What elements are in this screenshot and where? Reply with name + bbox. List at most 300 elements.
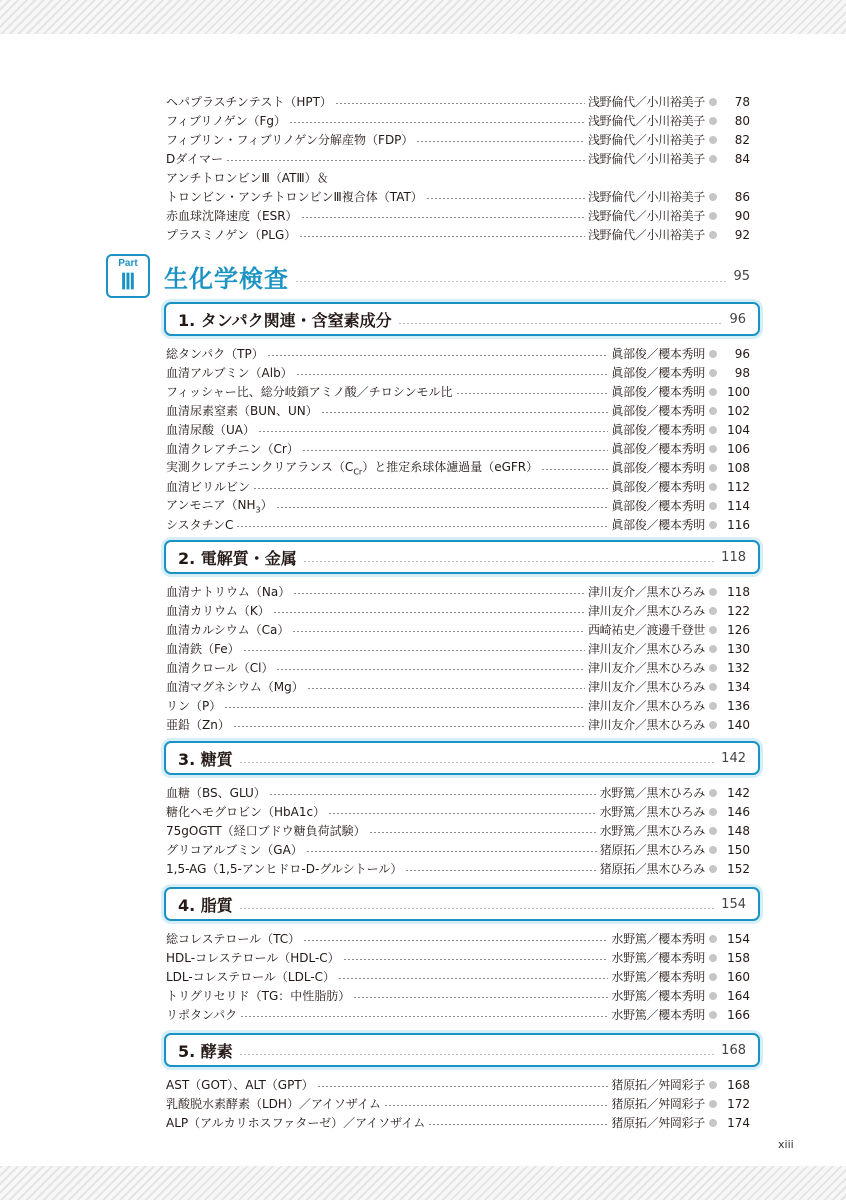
entry-page: 142 <box>727 785 750 800</box>
leader-dots <box>302 450 609 451</box>
leader-dots <box>293 593 585 594</box>
entry-title <box>166 678 304 695</box>
entry-authors: 猪原拓／舛岡彩子 <box>611 1097 705 1111</box>
bullet-dot-icon <box>709 369 717 377</box>
entry-title-text: Dダイマー <box>166 152 224 166</box>
entry-authors: 眞部俊／櫻本秀明 <box>611 480 705 494</box>
part-heading[interactable] <box>164 258 750 294</box>
bullet-dot-icon <box>709 607 717 615</box>
bullet-dot-icon <box>709 388 717 396</box>
entry-title-text: トロンビン・アンチトロンビンⅢ複合体（TAT） <box>166 190 423 204</box>
entry-title <box>166 383 453 400</box>
bullet-dot-icon <box>709 212 717 220</box>
entry-authors: 津川友介／黒木ひろみ <box>587 718 705 732</box>
leader-dots <box>276 669 585 670</box>
bullet-dot-icon <box>709 521 717 529</box>
entry-page: 146 <box>727 804 750 819</box>
entry-title-text: 乳酸脱水素酵素（LDH）／アイソザイム <box>166 1097 382 1111</box>
entry-title <box>166 803 325 820</box>
leader-dots <box>269 794 597 795</box>
toc-entry[interactable] <box>166 168 750 187</box>
toc-entry[interactable] <box>166 929 750 948</box>
bullet-dot-icon <box>709 464 717 472</box>
entry-title <box>166 421 255 438</box>
entry-authors: 津川友介／黒木ひろみ <box>587 680 705 694</box>
toc-entry[interactable] <box>166 439 750 458</box>
entry-title <box>166 112 286 129</box>
leader-dots <box>335 103 585 104</box>
leader-dots <box>541 469 608 470</box>
entry-authors: 水野篤／櫻本秀明 <box>611 932 705 946</box>
bullet-dot-icon <box>709 426 717 434</box>
entry-authors: 津川友介／黒木ひろみ <box>587 699 705 713</box>
entry-title-text: トリグリセリド（TG：中性脂肪） <box>166 989 351 1003</box>
leader-dots <box>307 688 585 689</box>
toc-entry[interactable] <box>166 967 750 986</box>
leader-dots <box>224 707 585 708</box>
toc-entry[interactable] <box>166 802 750 821</box>
leader-dots <box>267 355 609 356</box>
entry-title-text: プラスミノゲン（PLG） <box>166 228 297 242</box>
section-page: 118 <box>721 549 746 565</box>
toc-entry[interactable] <box>166 1005 750 1024</box>
entry-page: 100 <box>727 384 750 399</box>
entry-authors: 眞部俊／櫻本秀明 <box>611 423 705 437</box>
leader-dots <box>276 507 609 508</box>
entry-title-text: リン（P） <box>166 699 222 713</box>
entry-title <box>166 1114 425 1131</box>
bullet-dot-icon <box>709 1119 717 1127</box>
entry-page: 86 <box>734 189 750 204</box>
entry-page: 168 <box>727 1077 750 1092</box>
entry-title <box>166 131 413 148</box>
entry-page: 130 <box>727 641 750 656</box>
toc-entry[interactable] <box>166 582 750 601</box>
entry-title-text: 血清尿素窒素（BUN、UN） <box>166 404 318 418</box>
entry-authors: 水野篤／櫻本秀明 <box>611 951 705 965</box>
entry-title <box>166 402 318 419</box>
entry-page: 90 <box>734 208 750 223</box>
entry-title-text-after: ） <box>260 498 273 513</box>
entry-authors: 浅野倫代／小川裕美子 <box>587 114 705 128</box>
entry-title <box>166 621 289 638</box>
toc-entry[interactable] <box>166 696 750 715</box>
toc-entry[interactable] <box>166 1113 750 1132</box>
entry-title-text: 1,5-AG（1,5-アンヒドロ-D-グルシトール） <box>166 862 403 876</box>
leader-dots <box>398 323 724 324</box>
bullet-dot-icon <box>709 445 717 453</box>
bullet-dot-icon <box>709 483 717 491</box>
leader-dots <box>303 561 715 562</box>
bullet-dot-icon <box>709 721 717 729</box>
toc-entry[interactable] <box>166 639 750 658</box>
entry-page: 82 <box>734 132 750 147</box>
entry-title <box>166 1076 314 1093</box>
toc-entry[interactable] <box>166 225 750 244</box>
entry-authors: 水野篤／櫻本秀明 <box>611 989 705 1003</box>
entry-title <box>166 364 293 381</box>
section-title: 1. タンパク関連・含窒素成分 <box>178 310 392 330</box>
leader-dots <box>239 762 715 763</box>
bullet-dot-icon <box>709 789 717 797</box>
entry-title <box>166 583 290 600</box>
entry-page: 136 <box>727 698 750 713</box>
entry-title-text: 亜鉛（Zn） <box>166 718 230 732</box>
toc-entry[interactable] <box>166 496 750 515</box>
entry-page: 154 <box>727 931 750 946</box>
leader-dots <box>292 631 585 632</box>
part-label: Part <box>118 258 138 269</box>
leader-dots <box>289 122 585 123</box>
bullet-dot-icon <box>709 954 717 962</box>
leader-dots <box>253 488 608 489</box>
entry-authors: 眞部俊／櫻本秀明 <box>611 404 705 418</box>
entry-page: 116 <box>727 517 750 532</box>
section-heading-box[interactable] <box>164 741 760 775</box>
entry-title-text: 血清カルシウム（Ca） <box>166 623 290 637</box>
leader-dots <box>428 1124 608 1125</box>
entry-title-text: 総コレステロール（TC） <box>166 932 301 946</box>
part-title: 生化学検査 <box>164 264 289 293</box>
leader-dots <box>233 726 585 727</box>
toc-entry[interactable] <box>166 840 750 859</box>
toc-entry[interactable] <box>166 677 750 696</box>
entry-page: 148 <box>727 823 750 838</box>
entry-title-text: 実測クレアチニンクリアランス（C <box>166 460 354 475</box>
leader-dots <box>295 281 727 282</box>
entry-authors: 眞部俊／櫻本秀明 <box>611 385 705 399</box>
entry-authors: 水野篤／黒木ひろみ <box>599 805 705 819</box>
entry-title <box>166 440 299 457</box>
toc-entry[interactable] <box>166 658 750 677</box>
entry-page: 166 <box>727 1007 750 1022</box>
entry-authors: 津川友介／黒木ひろみ <box>587 642 705 656</box>
entry-authors: 水野篤／黒木ひろみ <box>599 824 705 838</box>
entry-title <box>166 860 402 877</box>
entry-page: 104 <box>727 422 750 437</box>
entry-page: 102 <box>727 403 750 418</box>
entry-authors: 眞部俊／櫻本秀明 <box>611 442 705 456</box>
bullet-dot-icon <box>709 231 717 239</box>
entry-title <box>166 697 221 714</box>
leader-dots <box>456 393 609 394</box>
section-page: 142 <box>721 750 746 766</box>
toc-entry[interactable] <box>166 149 750 168</box>
toc-entry[interactable] <box>166 515 750 534</box>
entry-title <box>166 841 303 858</box>
entry-authors: 浅野倫代／小川裕美子 <box>587 209 705 223</box>
entry-authors: 津川友介／黒木ひろみ <box>587 661 705 675</box>
entry-page: 84 <box>734 151 750 166</box>
entry-title <box>166 949 340 966</box>
toc-entry[interactable] <box>166 111 750 130</box>
section-heading-box[interactable] <box>164 1033 760 1067</box>
leader-dots <box>258 431 608 432</box>
entry-title <box>166 1095 381 1112</box>
entry-page: 114 <box>727 498 750 513</box>
toc-entry[interactable] <box>166 363 750 382</box>
entry-page: 92 <box>734 227 750 242</box>
toc-entry[interactable] <box>166 1075 750 1094</box>
entry-title-text: リポタンパク <box>166 1008 238 1022</box>
entry-title <box>166 602 270 619</box>
leader-dots <box>343 959 609 960</box>
bullet-dot-icon <box>709 193 717 201</box>
entry-page: 78 <box>734 94 750 109</box>
entry-title-text: 75gOGTT（経口ブドウ糖負荷試験） <box>166 824 366 838</box>
bullet-dot-icon <box>709 1081 717 1089</box>
entry-title-text: AST（GOT）、ALT（GPT） <box>166 1078 314 1092</box>
bullet-dot-icon <box>709 350 717 358</box>
entry-title-text-after: ）と推定糸球体濾過量（eGFR） <box>362 460 539 475</box>
bullet-dot-icon <box>709 1011 717 1019</box>
part-number: Ⅲ <box>120 269 136 294</box>
entry-page: 106 <box>727 441 750 456</box>
entry-title <box>166 93 332 110</box>
entry-title-text: 血清アルブミン（Alb） <box>166 366 293 380</box>
toc-entry[interactable] <box>166 420 750 439</box>
section-page: 154 <box>721 896 746 912</box>
entry-title-text: 血清鉄（Fe） <box>166 642 240 656</box>
leader-dots <box>317 1086 609 1087</box>
entry-authors: 猪原拓／舛岡彩子 <box>611 1116 705 1130</box>
entry-title <box>166 150 223 167</box>
leader-dots <box>299 236 585 237</box>
bullet-dot-icon <box>709 502 717 510</box>
entry-page: 152 <box>727 861 750 876</box>
entry-title-subscript: 3 <box>255 505 261 515</box>
entry-page: 160 <box>727 969 750 984</box>
entry-title-text: 血清クロール（Cl） <box>166 661 274 675</box>
bullet-dot-icon <box>709 973 717 981</box>
entry-page: 126 <box>727 622 750 637</box>
entry-page: 80 <box>734 113 750 128</box>
entry-page: 134 <box>727 679 750 694</box>
entry-page: 112 <box>727 479 750 494</box>
entry-authors: 猪原拓／舛岡彩子 <box>611 1078 705 1092</box>
entry-title <box>166 478 250 495</box>
entry-page: 140 <box>727 717 750 732</box>
leader-dots <box>369 832 597 833</box>
entry-authors: 浅野倫代／小川裕美子 <box>587 152 705 166</box>
entry-title-text: LDL-コレステロール（LDL-C） <box>166 970 336 984</box>
section-title: 5. 酵素 <box>178 1041 233 1061</box>
section-page: 96 <box>729 311 746 327</box>
entry-page: 98 <box>734 365 750 380</box>
entry-authors: 眞部俊／櫻本秀明 <box>611 518 705 532</box>
toc-entry[interactable] <box>166 130 750 149</box>
toc-entry[interactable] <box>166 344 750 363</box>
section-page: 168 <box>721 1042 746 1058</box>
entry-title-text: 総タンパク（TP） <box>166 347 264 361</box>
leader-dots <box>426 198 585 199</box>
entry-title <box>166 207 298 224</box>
bullet-dot-icon <box>709 117 717 125</box>
leader-dots <box>236 526 608 527</box>
bullet-dot-icon <box>709 645 717 653</box>
entry-authors: 浅野倫代／小川裕美子 <box>587 228 705 242</box>
entry-page: 172 <box>727 1096 750 1111</box>
toc-entry[interactable] <box>166 986 750 1005</box>
leader-dots <box>338 978 608 979</box>
bullet-dot-icon <box>709 155 717 163</box>
entry-authors: 津川友介／黒木ひろみ <box>587 604 705 618</box>
bullet-dot-icon <box>709 865 717 873</box>
entry-authors: 水野篤／黒木ひろみ <box>599 786 705 800</box>
entry-title <box>166 345 264 362</box>
leader-dots <box>239 1054 715 1055</box>
leader-dots <box>306 851 597 852</box>
entry-title-subscript: Cr <box>353 467 363 477</box>
bullet-dot-icon <box>709 664 717 672</box>
toc-entry[interactable] <box>166 382 750 401</box>
bullet-dot-icon <box>709 407 717 415</box>
entry-title-text: ヘパプラスチンテスト（HPT） <box>166 95 332 109</box>
bullet-dot-icon <box>709 683 717 691</box>
entry-authors: 眞部俊／櫻本秀明 <box>611 499 705 513</box>
bullet-dot-icon <box>709 808 717 816</box>
entry-title-text: アンモニア（NH <box>166 498 256 513</box>
top-stripe-decoration <box>0 0 846 34</box>
entry-authors: 西崎祐史／渡邊千登世 <box>587 623 705 637</box>
part-badge <box>106 254 150 298</box>
leader-dots <box>353 997 608 998</box>
entry-title <box>166 496 273 514</box>
entry-title-text: 血清クレアチニン（Cr） <box>166 442 299 456</box>
entry-title <box>166 458 538 476</box>
leader-dots <box>384 1105 608 1106</box>
bullet-dot-icon <box>709 98 717 106</box>
entry-title <box>166 516 233 533</box>
entry-authors: 猪原拓／黒木ひろみ <box>599 862 705 876</box>
entry-title <box>166 659 273 676</box>
entry-authors: 眞部俊／櫻本秀明 <box>611 366 705 380</box>
entry-title-text: フィブリン・フィブリノゲン分解産物（FDP） <box>166 133 414 147</box>
toc-entry[interactable] <box>166 1094 750 1113</box>
leader-dots <box>273 612 585 613</box>
bullet-dot-icon <box>709 588 717 596</box>
entry-page: 122 <box>727 603 750 618</box>
entry-title-text: フィブリノゲン（Fg） <box>166 114 287 128</box>
entry-authors: 津川友介／黒木ひろみ <box>587 585 705 599</box>
entry-page: 118 <box>727 584 750 599</box>
section-heading-box[interactable] <box>164 540 760 574</box>
toc-entry[interactable] <box>166 821 750 840</box>
entry-authors: 眞部俊／櫻本秀明 <box>611 347 705 361</box>
entry-title-text: シスタチンC <box>166 518 234 532</box>
leader-dots <box>243 650 585 651</box>
section-title: 3. 糖質 <box>178 749 233 769</box>
leader-dots <box>405 870 596 871</box>
entry-title <box>166 930 300 947</box>
leader-dots <box>321 412 609 413</box>
entry-page: 96 <box>734 346 750 361</box>
bullet-dot-icon <box>709 136 717 144</box>
entry-page: 158 <box>727 950 750 965</box>
bullet-dot-icon <box>709 626 717 634</box>
bullet-dot-icon <box>709 827 717 835</box>
entry-title <box>166 640 240 657</box>
toc-entry[interactable] <box>166 715 750 734</box>
entry-page: 164 <box>727 988 750 1003</box>
entry-authors: 眞部俊／櫻本秀明 <box>611 461 705 475</box>
entry-title-text: 血清マグネシウム（Mg） <box>166 680 304 694</box>
entry-title-text: グリコアルブミン（GA） <box>166 843 303 857</box>
entry-title <box>166 822 366 839</box>
entry-title-text: アンチトロンビンⅢ（ATⅢ）＆ <box>166 171 329 185</box>
entry-title-text: 血清尿酸（UA） <box>166 423 255 437</box>
entry-title-text: HDL-コレステロール（HDL-C） <box>166 951 340 965</box>
entry-title-text: 血清カリウム（K） <box>166 604 270 618</box>
part-page: 95 <box>733 268 750 284</box>
leader-dots <box>240 1016 608 1017</box>
toc-entry[interactable] <box>166 92 750 111</box>
entry-title-text: 血清ナトリウム（Na） <box>166 585 291 599</box>
entry-page: 174 <box>727 1115 750 1130</box>
entry-title <box>166 226 296 243</box>
toc-entry[interactable] <box>166 187 750 206</box>
toc-entry[interactable] <box>166 206 750 225</box>
entry-title <box>166 1006 237 1023</box>
entry-title <box>166 169 329 186</box>
toc-entry[interactable] <box>166 620 750 639</box>
section-heading-box[interactable] <box>164 302 760 336</box>
entry-title-text: ALP（アルカリホスファターゼ）／アイソザイム <box>166 1116 426 1130</box>
entry-title <box>166 716 230 733</box>
entry-page: 150 <box>727 842 750 857</box>
toc-entry[interactable] <box>166 401 750 420</box>
entry-title <box>166 987 350 1004</box>
section-title: 2. 電解質・金属 <box>178 548 297 568</box>
entry-authors: 水野篤／櫻本秀明 <box>611 1008 705 1022</box>
entry-title <box>166 784 266 801</box>
bottom-stripe-decoration <box>0 1166 846 1200</box>
page-folio: xiii <box>778 1138 794 1151</box>
bullet-dot-icon <box>709 1100 717 1108</box>
toc-entry[interactable] <box>166 948 750 967</box>
bullet-dot-icon <box>709 846 717 854</box>
section-title: 4. 脂質 <box>178 895 233 915</box>
entry-title <box>166 968 335 985</box>
section-heading-box[interactable] <box>164 887 760 921</box>
entry-title-text: 血糖（BS、GLU） <box>166 786 266 800</box>
bullet-dot-icon <box>709 702 717 710</box>
entry-authors: 浅野倫代／小川裕美子 <box>587 95 705 109</box>
entry-title-text: 糖化ヘモグロビン（HbA1c） <box>166 805 326 819</box>
entry-title-text: フィッシャー比、総分岐鎖アミノ酸／チロシンモル比 <box>166 385 453 399</box>
toc-entry[interactable] <box>166 458 750 477</box>
entry-title-text: 赤血球沈降速度（ESR） <box>166 209 298 223</box>
entry-title-text: 血清ビリルビン <box>166 480 251 494</box>
toc-entry[interactable] <box>166 859 750 878</box>
leader-dots <box>296 374 609 375</box>
leader-dots <box>328 813 597 814</box>
toc-entry[interactable] <box>166 601 750 620</box>
leader-dots <box>239 908 715 909</box>
entry-page: 108 <box>727 460 750 475</box>
entry-title <box>166 188 423 205</box>
toc-entry[interactable] <box>166 477 750 496</box>
leader-dots <box>303 940 608 941</box>
leader-dots <box>301 217 585 218</box>
leader-dots <box>416 141 585 142</box>
toc-entry[interactable] <box>166 783 750 802</box>
entry-authors: 浅野倫代／小川裕美子 <box>587 190 705 204</box>
entry-authors: 浅野倫代／小川裕美子 <box>587 133 705 147</box>
bullet-dot-icon <box>709 992 717 1000</box>
leader-dots <box>226 160 585 161</box>
entry-authors: 水野篤／櫻本秀明 <box>611 970 705 984</box>
